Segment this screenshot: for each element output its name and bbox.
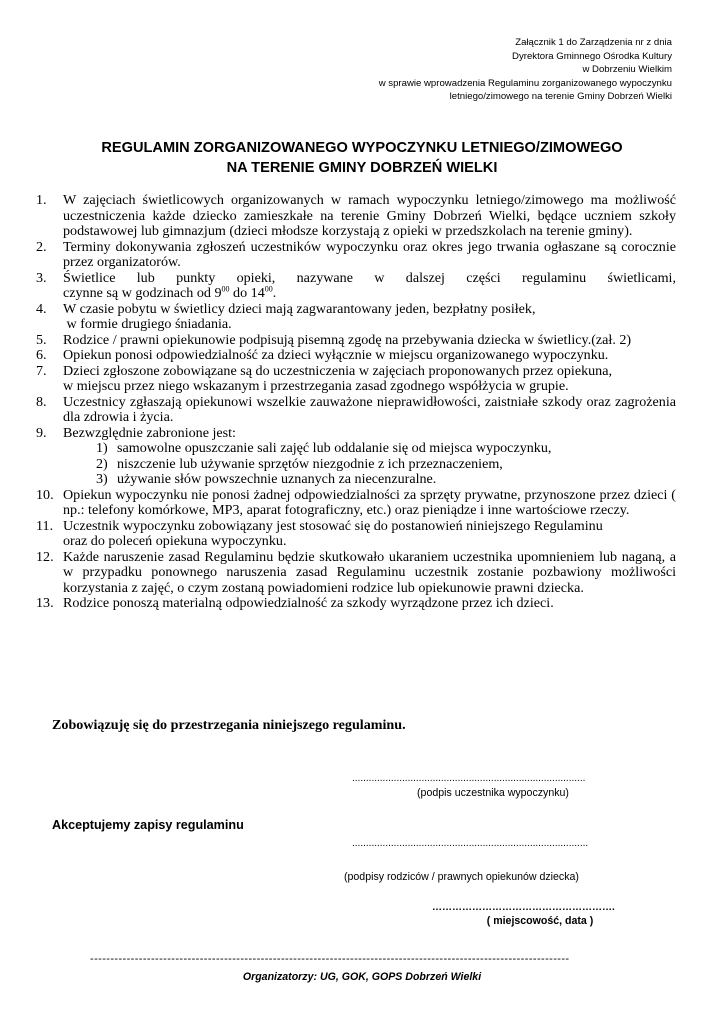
rule-text: Opiekun wypoczynku nie ponosi żadnej odpowiedzialności za sprzęty prywatne, przynoszone przez dzieci ( np.: telefony komórkowe, MP3, aparat fotograficzny, etc.) oraz pieniądze i inne wartościowe rzeczy. bbox=[63, 486, 676, 518]
rule-text: Świetlice lub punkty opieki, nazywane w dalszej części regulaminu świetlicami, bbox=[63, 269, 676, 286]
rule-number: 9. bbox=[36, 424, 47, 441]
parents-signature-caption: (podpisy rodziców / prawnych opiekunów dziecka) bbox=[344, 871, 579, 883]
prohibition-text: samowolne opuszczanie sali zajęć lub oddalanie się od miejsca wypoczynku, bbox=[117, 440, 552, 456]
parents-signature-block bbox=[352, 838, 640, 849]
rule-number: 4. bbox=[36, 300, 47, 317]
document-title bbox=[60, 138, 664, 178]
participant-signature-line: .................................................................................... bbox=[352, 773, 586, 784]
rule-text-part: . bbox=[272, 285, 277, 301]
document-title-line: NA TERENIE GMINY DOBRZEŃ WIELKI bbox=[226, 160, 498, 176]
rule-item bbox=[36, 488, 676, 519]
rule-text-part: do 14 bbox=[229, 285, 265, 301]
rule-text: Opiekun ponosi odpowiedzialność za dzieci wyłącznie w miejscu organizowanego wypoczynku. bbox=[63, 347, 609, 363]
rule-text: w miejscu przez niego wskazanym i przestrzegania zasad zgodnego współżycia w grupie. bbox=[63, 378, 569, 394]
rule-item bbox=[36, 240, 676, 271]
prohibition-item bbox=[63, 457, 676, 473]
hour-superscript: 00 bbox=[221, 284, 230, 294]
prohibition-number: 2) bbox=[96, 455, 108, 472]
rule-number: 12. bbox=[36, 548, 54, 565]
rule-text: Rodzice ponoszą materialną odpowiedzialność za szkody wyrządzone przez ich dzieci. bbox=[63, 595, 554, 611]
rule-number: 5. bbox=[36, 331, 47, 348]
prohibition-item bbox=[63, 472, 676, 488]
attachment-note-line: letniego/zimowego na terenie Gminy Dobrzeń Wielki bbox=[449, 91, 672, 103]
rule-item bbox=[36, 302, 676, 333]
rule-item bbox=[36, 596, 676, 612]
document-title-line: REGULAMIN ZORGANIZOWANEGO WYPOCZYNKU LETNIEGO/ZIMOWEGO bbox=[101, 140, 623, 156]
rule-item bbox=[36, 348, 676, 364]
rule-text: Każde naruszenie zasad Regulaminu będzie skutkowało ukaraniem uczestnika upomnieniem lub naganą, a w przypadku ponownego naruszenia zasad Regulaminu uczestnik zostanie pozbawiony możliwości korzystania z zajęć, o czym zostaną powiadomieni rodzice lub opiekunowie prawni dziecka. bbox=[63, 548, 676, 596]
rules-list bbox=[36, 193, 676, 612]
attachment-note-line: w sprawie wprowadzenia Regulaminu zorganizowanego wypoczynku bbox=[378, 77, 672, 89]
acceptance-heading: Akceptujemy zapisy regulaminu bbox=[52, 818, 244, 832]
rule-item bbox=[36, 426, 676, 488]
rule-item bbox=[36, 550, 676, 597]
rule-item bbox=[36, 395, 676, 426]
parents-signature-line: ..................................................................................... bbox=[352, 838, 589, 849]
rule-item bbox=[36, 364, 676, 395]
rule-number: 2. bbox=[36, 238, 47, 255]
rule-text: Uczestnik wypoczynku zobowiązany jest stosować się do postanowień niniejszego Regulaminu bbox=[63, 517, 603, 534]
footer-organizers: Organizatorzy: UG, GOK, GOPS Dobrzeń Wielki bbox=[242, 971, 482, 983]
rule-text: Terminy dokonywania zgłoszeń uczestników wypoczynku oraz okres jego trwania ogłaszane są corocznie przez organizatorów. bbox=[63, 238, 676, 270]
attachment-note-line: w Dobrzeniu Wielkim bbox=[582, 64, 672, 76]
place-date-block bbox=[432, 902, 638, 927]
attachment-note-line: Załącznik 1 do Zarządzenia nr z dnia bbox=[515, 37, 672, 48]
rule-number: 8. bbox=[36, 393, 47, 410]
rule-number: 11. bbox=[36, 517, 54, 534]
participant-signature-caption: (podpis uczestnika wypoczynku) bbox=[417, 787, 569, 799]
prohibition-number: 1) bbox=[96, 440, 108, 456]
place-date-caption: ( miejscowość, data ) bbox=[486, 915, 594, 927]
prohibitions-list bbox=[63, 441, 676, 488]
participant-signature-block bbox=[352, 773, 634, 799]
rule-text: Uczestnicy zgłaszają opiekunowi wszelkie zauważone nieprawidłowości, zaistniałe szkody oraz zagrożenia dla zdrowia i życia. bbox=[63, 393, 676, 425]
rule-text-hours bbox=[63, 286, 676, 302]
rule-number: 7. bbox=[36, 362, 47, 379]
rule-text: oraz do poleceń opiekuna wypoczynku. bbox=[63, 533, 287, 549]
prohibition-text: używanie słów powszechnie uznanych za niecenzuralne. bbox=[117, 471, 437, 487]
rule-item bbox=[36, 519, 676, 550]
rule-item bbox=[36, 193, 676, 240]
rule-number: 1. bbox=[36, 192, 47, 208]
rule-number: 13. bbox=[36, 595, 54, 611]
footer-divider: ---------------------------------------------------------------------------------------------------------------------- bbox=[90, 953, 570, 965]
prohibition-item bbox=[63, 441, 676, 457]
rule-number: 6. bbox=[36, 347, 47, 363]
place-date-line: ………………………………………………. bbox=[432, 902, 615, 913]
prohibition-number: 3) bbox=[96, 471, 108, 487]
commitment-statement: Zobowiązuję się do przestrzegania niniejszego regulaminu. bbox=[52, 717, 406, 733]
parents-signature-caption-wrap bbox=[344, 871, 579, 883]
hour-superscript: 00 bbox=[264, 284, 273, 294]
rule-text: W zajęciach świetlicowych organizowanych w ramach wypoczynku letniego/zimowego ma możliwość uczestniczenia każde dziecko zamieszkałe na terenie Gminy Dobrzeń Wielki, będące uczniem szkoły podstawowej lub gimnazjum (dzieci młodsze korzystają z opieki w przedszkolach na terenie gminy). bbox=[63, 192, 676, 239]
rule-text: W czasie pobytu w świetlicy dzieci mają zagwarantowany jeden, bezpłatny posiłek, bbox=[63, 300, 536, 317]
rule-text-part: czynne są w godzinach od 9 bbox=[63, 285, 222, 301]
rule-text: w formie drugiego śniadania. bbox=[63, 316, 232, 332]
prohibition-text: niszczenie lub używanie sprzętów niezgodnie z ich przeznaczeniem, bbox=[117, 455, 503, 472]
rule-item bbox=[36, 333, 676, 349]
rule-number: 10. bbox=[36, 486, 54, 503]
rule-item bbox=[36, 271, 676, 302]
attachment-note-line: Dyrektora Gminnego Ośrodka Kultury bbox=[512, 50, 672, 62]
rule-text: Rodzice / prawni opiekunowie podpisują pisemną zgodę na przebywania dziecka w świetlicy.(zał. 2) bbox=[63, 331, 632, 348]
rule-number: 3. bbox=[36, 269, 47, 286]
attachment-note bbox=[332, 36, 672, 104]
rule-text: Dzieci zgłoszone zobowiązane są do uczestniczenia w zajęciach proponowanych przez opiekuna, bbox=[63, 362, 613, 379]
rule-text: Bezwzględnie zabronione jest: bbox=[63, 424, 236, 441]
